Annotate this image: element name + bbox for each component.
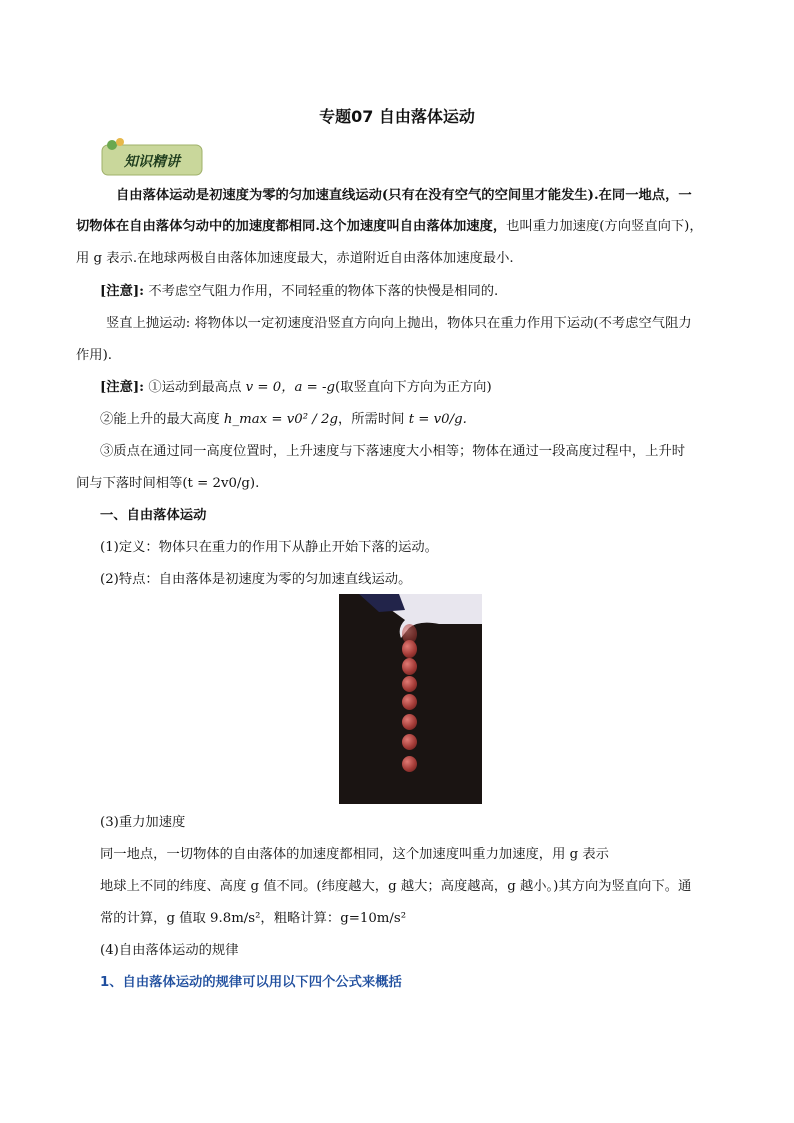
vertical-throw-line-1: 竖直上抛运动: 将物体以一定初速度沿竖直方向向上抛出，物体只在重力作用下运动(不考虑空气阻力: [106, 316, 692, 331]
knowledge-badge: [100, 137, 204, 177]
gravity-line-2: 地球上不同的纬度、高度 g 值不同。(纬度越大，g 越大；高度越高，g 越小。)其方向为竖直向下。通: [100, 879, 692, 894]
point-2: ②能上升的最大高度 h_max = v0² / 2g，所需时间 t = v0/g.: [100, 412, 467, 427]
intro-line-3: 用 g 表示.在地球两极自由落体加速度最大，赤道附近自由落体加速度最小.: [76, 251, 514, 266]
blue-subheading: 1、自由落体运动的规律可以用以下四个公式来概括: [100, 975, 402, 990]
badge-label: 知识精讲: [124, 154, 180, 170]
vertical-throw-line-2: 作用).: [76, 348, 113, 363]
point-3-line-2: 间与下落时间相等(t = 2v0/g).: [76, 476, 260, 491]
law-heading: (4)自由落体运动的规律: [100, 943, 239, 958]
intro-line-1: 自由落体运动是初速度为零的匀加速直线运动(只有在没有空气的空间里才能发生).在同一地点，一: [116, 188, 692, 203]
page-title: 专题07 自由落体运动: [319, 107, 475, 126]
note-1: [注意]: 不考虑空气阻力作用，不同轻重的物体下落的快慢是相同的.: [100, 284, 499, 299]
feature: (2)特点：自由落体是初速度为零的匀加速直线运动。: [100, 572, 412, 587]
gravity-line-1: 同一地点，一切物体的自由落体的加速度都相同，这个加速度叫重力加速度，用 g 表示: [100, 847, 609, 862]
falling-apple-photo: [339, 594, 482, 804]
leaf-icon: [107, 140, 117, 150]
definition: (1)定义：物体只在重力的作用下从静止开始下落的运动。: [100, 540, 438, 555]
intro-line-2: 切物体在自由落体匀动中的加速度都相同.这个加速度叫自由落体加速度，也叫重力加速度(方向竖直向下)，: [76, 219, 703, 234]
point-3-line-1: ③质点在通过同一高度位置时，上升速度与下落速度大小相等；物体在通过一段高度过程中，上升时: [100, 444, 686, 459]
section-heading: 一、自由落体运动: [100, 508, 207, 523]
gravity-line-3: 常的计算，g 值取 9.8m/s²，粗略计算：g=10m/s²: [100, 911, 407, 926]
note-2: [注意]: ①运动到最高点 v = 0，a = -g(取竖直向下方向为正方向): [100, 380, 492, 395]
gravity-heading: (3)重力加速度: [100, 815, 186, 830]
